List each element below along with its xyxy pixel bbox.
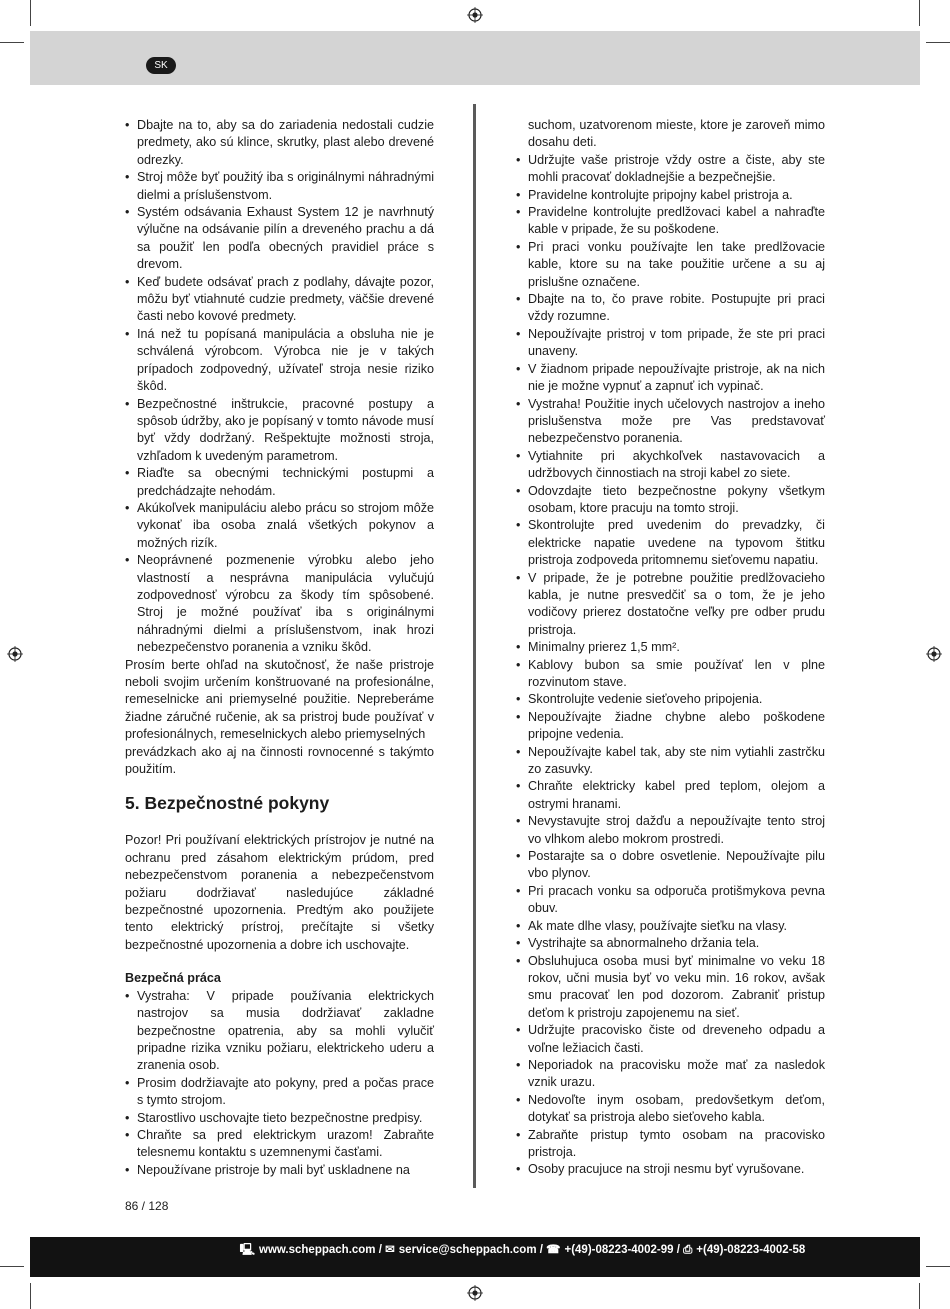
bullet-item: • Dbajte na to, čo prave robite. Postupujte pri praci vždy rozumne. [516, 291, 825, 326]
bullet-item: • Starostlivo uschovajte tieto bezpečnostne predpisy. [125, 1110, 434, 1127]
crop-mark [0, 1266, 24, 1267]
footer-contacts [30, 1237, 920, 1263]
bullet-item: • V pripade, že je potrebne použitie predlžovacieho kabla, je nutne presvedčiť sa o tom, že je jeho vodičovy prierez dostatočne veľky pre odber prudu pristroja. [516, 570, 825, 640]
bullet-item: • Postarajte sa o dobre osvetlenie. Nepoužívajte pilu vbo plynov. [516, 848, 825, 883]
bullet-item: • Udržujte vaše pristroje vždy ostre a čiste, aby ste mohli pracovať dokladnejšie a bezpečnejšie. [516, 152, 825, 187]
section-title: 5. Bezpečnostné pokyny [125, 793, 330, 814]
language-badge: SK [146, 57, 176, 74]
crop-mark [926, 42, 950, 43]
subheading: Bezpečná práca [125, 971, 221, 986]
bullet-item: • Vystrihajte sa abnormalneho držania tela. [516, 935, 825, 952]
bullet-item: • Ak mate dlhe vlasy, používajte sieťku na vlasy. [516, 918, 825, 935]
bullet-item: • Skontrolujte vedenie sieťoveho pripojenia. [516, 691, 825, 708]
bullet-item: • Nevystavujte stroj dažďu a nepoužívajte tento stroj vo vlhkom alebo mokrom prostredi. [516, 813, 825, 848]
crop-mark [0, 42, 24, 43]
crop-mark [919, 0, 920, 26]
bullet-item: • Pri praci vonku používajte len take predlžovacie kable, ktore su na take použitie určene a su aj prislušne označene. [516, 239, 825, 291]
footer-band [30, 1237, 920, 1277]
registration-mark-icon [467, 1285, 483, 1301]
crop-mark [919, 1283, 920, 1309]
page-number: 86 / 128 [125, 1199, 169, 1213]
crop-mark [30, 0, 31, 26]
bullet-item: • Obsluhujuca osoba musi byť minimalne vo veku 18 rokov, učni musia byť vo veku min. 16 rokov, avšak smu pracovať len pod dozorom. Zabraniť pristup deťom k pristroju zapojenemu na sieť. [516, 953, 825, 1023]
left-column [125, 117, 434, 1179]
bullet-item: • Minimalny prierez 1,5 mm². [516, 639, 825, 656]
bullet-item: • Pravidelne kontrolujte pripojny kabel pristroja a. [516, 187, 825, 204]
footer-fax: +(49)-08223-4002-58 [696, 1244, 806, 1256]
fax-icon: ⎙ [683, 1244, 693, 1256]
bullet-item: • Systém odsávania Exhaust System 12 je navrhnutý výlučne na odsávanie pilín a dreveného prachu a dá sa použiť len podľa obecných pravidiel práce s drevom. [125, 204, 434, 274]
footer-email[interactable]: service@scheppach.com / [398, 1244, 543, 1256]
bullet-item: • Nepoužívajte kabel tak, aby ste nim vytiahli zastrčku zo zasuvky. [516, 744, 825, 779]
bullet-item: • Iná než tu popísaná manipulácia a obsluha nie je schválená výrobcom. Výrobca nie je v takých prípadoch zodpovedný, užívateľ stroja nesie riziko škôd. [125, 326, 434, 396]
bullet-item: • Prosim dodržiavajte ato pokyny, pred a počas prace s tymto strojom. [125, 1075, 434, 1110]
continuation-text: suchom, uzatvorenom mieste, ktore je zaroveň mimo dosahu deti. [528, 118, 825, 150]
bullet-item: • Skontrolujte pred uvedenim do prevadzky, či elektricke napatie uvedene na typovom štitku pristroja zodpoveda pritomnemu sieťovemu napatiu. [516, 517, 825, 569]
bullet-item: • Riaďte sa obecnými technickými postupmi a predchádzajte nehodám. [125, 465, 434, 500]
bullet-item: • Kablovy bubon sa smie používať len v plne rozvinutom stave. [516, 657, 825, 692]
footer-phone: +(49)-08223-4002-99 / [564, 1244, 680, 1256]
bullet-item: • Chraňte sa pred elektrickym urazom! Zabraňte telesnemu kontaktu s uzemnenymi časťami. [125, 1127, 434, 1162]
bullet-item: • Pravidelne kontrolujte predlžovaci kabel a nahraďte kable v pripade, že su poškodene. [516, 204, 825, 239]
bullet-item: • Vystraha! Použitie inych učelovych nastrojov a ineho prislušenstva može pre Vas predstavovať nebezpečenstvo poranenia. [516, 396, 825, 448]
bullet-item: • Nepoužívane pristroje by mali byť uskladnene na [125, 1162, 434, 1179]
intro-paragraph: Pozor! Pri používaní elektrických prístrojov je nutné na ochranu pred zásahom elektrickým prúdom, pred nebezpečenstvom poranenia a nebezpečenstvom požiaru dodržiavať nasledujúce základné bezpečnostné upozornenia. Predtým ako použijete tento elektrický prístroj, prečítajte si všetky bezpečnostné upozornenia a dobre ich uschovajte. [125, 833, 434, 952]
disclaimer-paragraph-continued: prevádzkach ako aj na činnosti rovnocenné s takýmto použitím. [125, 744, 434, 777]
registration-mark-icon [926, 646, 942, 662]
bullet-item: • Akúkoľvek manipuláciu alebo prácu so strojom môže vykonať iba osoba znalá všetkých pokynov a možných rizík. [125, 500, 434, 552]
bullet-list-bottom [125, 988, 434, 1179]
bullet-item: • Vytiahnite pri akychkoľvek nastavovacich a udržbovych činnostiach na stroji kabel zo siete. [516, 448, 825, 483]
bullet-item: • Chraňte elektricky kabel pred teplom, olejom a ostrymi hranami. [516, 778, 825, 813]
bullet-item: • Udržujte pracovisko čiste od dreveneho odpadu a voľne ležiacich časti. [516, 1022, 825, 1057]
bullet-item: • Osoby pracujuce na stroji nesmu byť vyrušovane. [516, 1161, 825, 1178]
bullet-item: • Dbajte na to, aby sa do zariadenia nedostali cudzie predmety, ako sú klince, skrutky, plast alebo drevené odrezky. [125, 117, 434, 169]
bullet-list-top [125, 117, 434, 657]
bullet-item: • Neporiadok na pracovisku može mať za nasledok vznik urazu. [516, 1057, 825, 1092]
bullet-item: • Vystraha: V pripade používania elektrickych nastrojov sa musia dodržiavať zakladne bezpečnostne opatrenia, aby sa mohli vylučiť pripadne rizika vzniku požiaru, elektrickeho uderu a zranenia osob. [125, 988, 434, 1075]
registration-mark-icon [7, 646, 23, 662]
column-divider [473, 104, 476, 1188]
bullet-item: • Keď budete odsávať prach z podlahy, dávajte pozor, môžu byť vtiahnuté cudzie predmety, väčšie drevené časti nebo kovové predmety. [125, 274, 434, 326]
monitor-icon: 🖳︎ [239, 1244, 256, 1256]
bullet-item: • Stroj môže byť použitý iba s originálnymi náhradnými dielmi a príslušenstvom. [125, 169, 434, 204]
bullet-list-right [516, 152, 825, 657]
crop-mark [926, 1266, 950, 1267]
envelope-icon: ✉︎ [385, 1244, 395, 1256]
bullet-item: • Nepoužívajte žiadne chybne alebo poškodene pripojne vedenia. [516, 709, 825, 744]
registration-mark-icon [467, 7, 483, 23]
bullet-item: • Nepoužívajte pristroj v tom pripade, že ste pri praci unaveny. [516, 326, 825, 361]
disclaimer-paragraph: Prosím berte ohľad na skutočnosť, že naše pristroje neboli svojim určením konštruované na profesionálne, remeselnicke ani priemyselné použitie. Nepreberáme žiadne záručné ručenie, ak sa pristroj bude používať v profesionálnych, remeselnickych alebo priemyselných [125, 657, 434, 742]
phone-icon: ☎︎ [546, 1244, 561, 1256]
crop-mark [30, 1283, 31, 1309]
bullet-item: • Nedovoľte inym osobam, predovšetkym deťom, dotykať sa pristroja alebo sieťoveho kabla. [516, 1092, 825, 1127]
footer-website[interactable]: www.scheppach.com / [259, 1244, 382, 1256]
bullet-item: • Pri pracach vonku sa odporuča protišmykova pevna obuv. [516, 883, 825, 918]
right-column [516, 117, 825, 1179]
bullet-item: • Neoprávnené pozmenenie výrobku alebo jeho vlastností a nesprávna manipulácia vylučujú zodpovednosť výrobcu za škody tím spôsobené. Stroj je možné používať iba s originálnymi náhradnými dielmi a príslušenstvom, inak hrozi nebezpečenstvo poranenia a vzniku škôd. [125, 552, 434, 656]
bullet-item: • Zabraňte pristup tymto osobam na pracovisko pristroja. [516, 1127, 825, 1162]
bullet-item: • Odovzdajte tieto bezpečnostne pokyny všetkym osobam, ktore pracuju na tomto stroji. [516, 483, 825, 518]
bullet-item: • V žiadnom pripade nepoužívajte pristroje, ak na nich nie je možne vypnuť a zapnuť ich vypinač. [516, 361, 825, 396]
bullet-list-right-continued [516, 657, 825, 1179]
bullet-item: • Bezpečnostné inštrukcie, pracovné postupy a spôsob údržby, ako je popísaný v tomto návode musí byť vždy dodržaný. Rešpektujte možnosti stroja, vzhľadom k uvedeným parametrom. [125, 396, 434, 466]
